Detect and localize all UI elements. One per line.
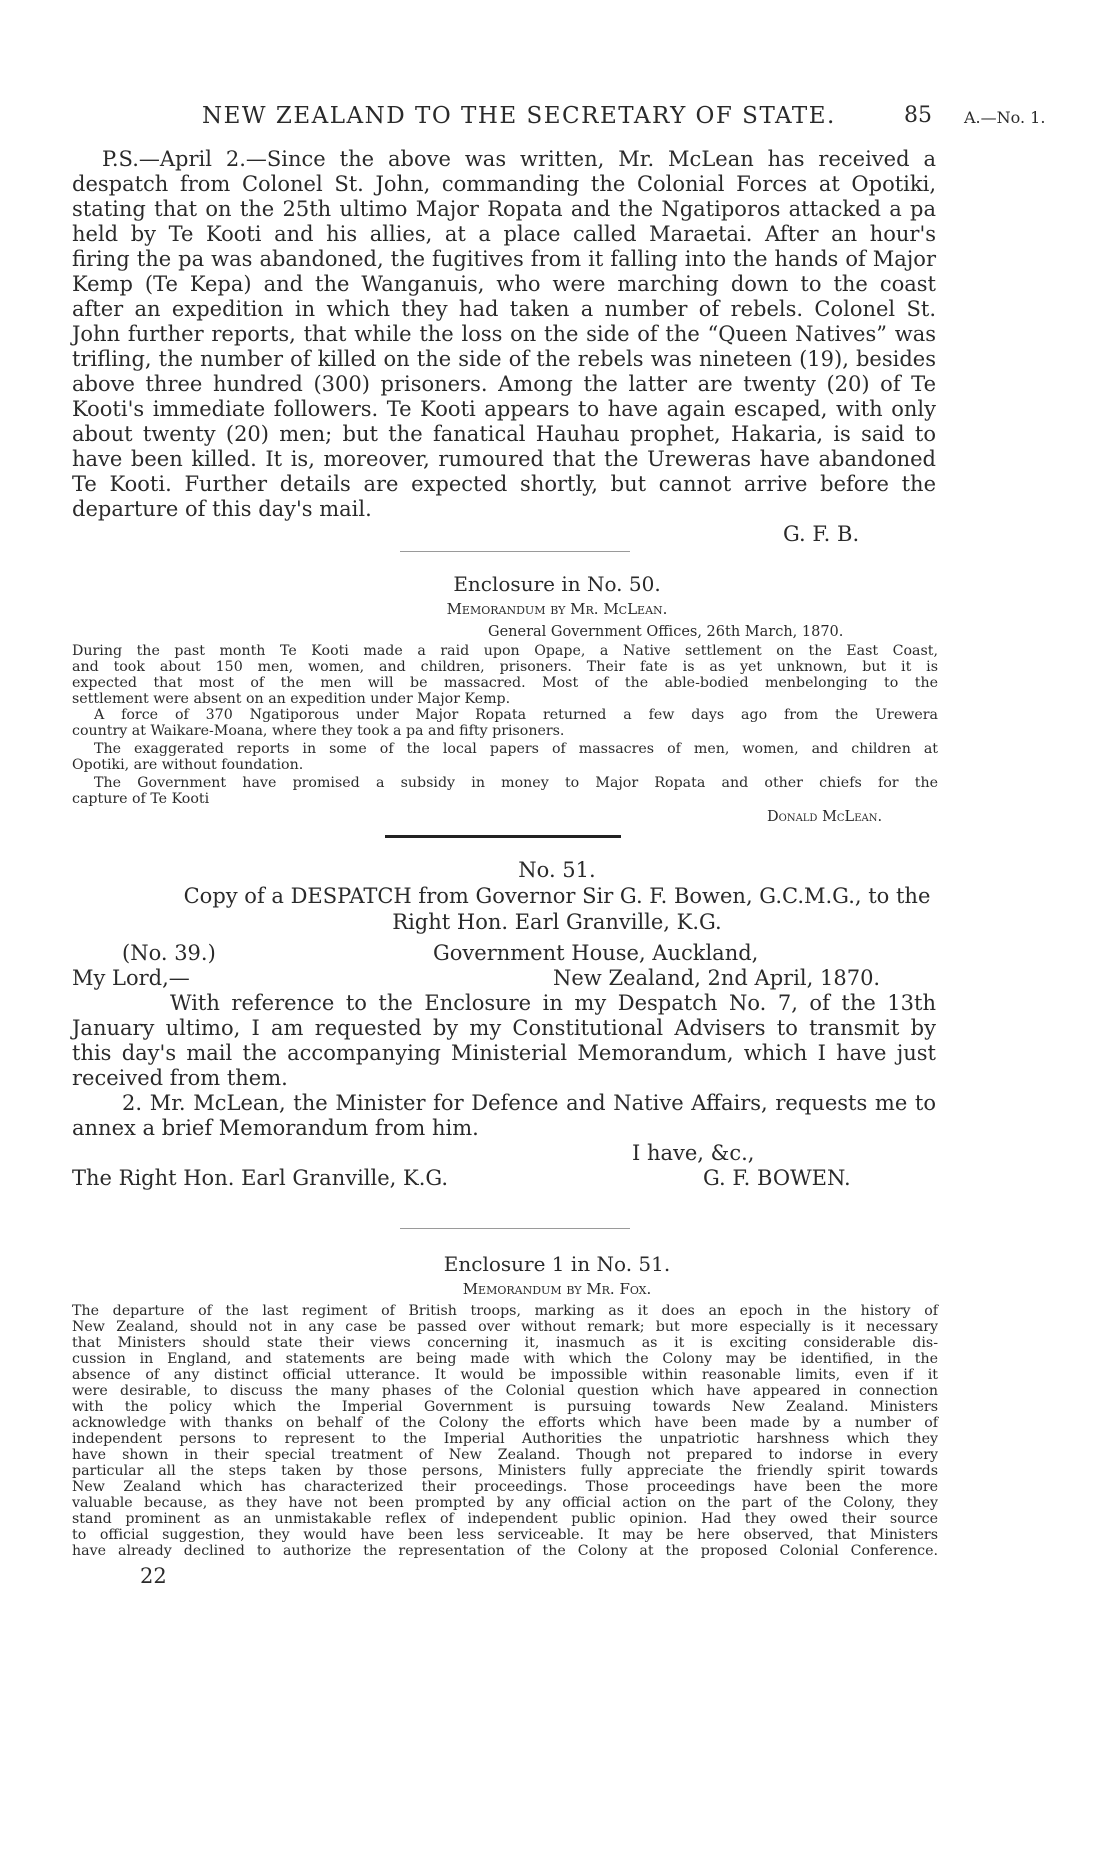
memo-line: valuable because, as they have not been prompted by any official action on the part of the Colony, they: [72, 1495, 938, 1511]
memo-line: have already declined to authorize the representation of the Colony at the proposed Colonial Conference.: [72, 1543, 938, 1559]
enclosure-51-title: Enclosure 1 in No. 51.: [443, 1252, 671, 1276]
memo-line: absence of any distinct official utterance. It would be impossible within reasonable limits, even if it: [72, 1367, 938, 1383]
memo-line: cussion in England, and statements are being made with which the Colony may be identified, in the: [72, 1351, 938, 1367]
postscript-line: trifling, the number of killed on the side of the rebels was nineteen (19), besides: [72, 347, 936, 371]
postscript-line: departure of this day's mail.: [72, 497, 372, 521]
despatch-address-line-1: Government House, Auckland,: [433, 941, 759, 965]
heavy-rule: [385, 835, 621, 838]
memo-line: The Government have promised a subsidy in money to Major Ropata and other chiefs for the: [94, 775, 938, 791]
postscript-line: above three hundred (300) prisoners. Among the latter are twenty (20) of Te: [72, 372, 936, 396]
despatch-closing: I have, &c.,: [632, 1141, 755, 1165]
postscript-line: Te Kooti. Further details are expected shortly, but cannot arrive before the: [72, 472, 936, 496]
despatch-address-line-2: New Zealand, 2nd April, 1870.: [553, 966, 881, 990]
despatch-number: No. 51.: [518, 858, 596, 882]
memo-line: The departure of the last regiment of British troops, marking as it does an epoch in the history of: [72, 1303, 938, 1319]
despatch-signature: G. F. BOWEN.: [703, 1166, 851, 1190]
memo-line: New Zealand, should not in any case be passed over without remark; but more especially is it necessary: [72, 1319, 938, 1335]
postscript-line: about twenty (20) men; but the fanatical Hauhau prophet, Hakaria, is said to: [72, 422, 936, 446]
memo-line: were desirable, to discuss the many phases of the Colonial question which have appeared in connection: [72, 1383, 938, 1399]
memo-line: that Ministers should state their views concerning it, inasmuch as it is exciting considerable dis-: [72, 1335, 938, 1351]
memo-line: capture of Te Kooti: [72, 791, 210, 807]
memo-line: The exaggerated reports in some of the local papers of massacres of men, women, and children at: [94, 741, 938, 757]
despatch-title-line-1: Copy of a DESPATCH from Governor Sir G. F. Bowen, G.C.M.G., to the: [183, 884, 931, 908]
postscript-line: Kooti's immediate followers. Te Kooti appears to have again escaped, with only: [72, 397, 936, 421]
despatch-reference-number: (No. 39.): [122, 941, 216, 965]
memo-line: acknowledge with thanks on behalf of the Colony the efforts which have been made by a number of: [72, 1415, 938, 1431]
enclosure-50-dateline: General Government Offices, 26th March, 1870.: [488, 624, 844, 640]
despatch-salutation: My Lord,—: [72, 966, 190, 990]
memo-line: country at Waikare-Moana, where they took a pa and fifty prisoners.: [72, 723, 565, 739]
postscript-line: John further reports, that while the loss on the side of the “Queen Natives” was: [72, 322, 936, 346]
memo-line: During the past month Te Kooti made a raid upon Opape, a Native settlement on the East Coast,: [72, 643, 938, 659]
despatch-line: this day's mail the accompanying Ministerial Memorandum, which I have just: [72, 1041, 936, 1065]
postscript-line: stating that on the 25th ultimo Major Ropata and the Ngatiporos attacked a pa: [72, 197, 936, 221]
memo-line: and took about 150 men, women, and children, prisoners. Their fate is as yet unknown, but it is: [72, 659, 938, 675]
despatch-addressee: The Right Hon. Earl Granville, K.G.: [72, 1166, 449, 1190]
despatch-line: received from them.: [72, 1066, 288, 1090]
page-number: 85: [904, 103, 932, 128]
postscript-line: firing the pa was abandoned, the fugitives from it falling into the hands of Major: [72, 247, 936, 271]
postscript-line: Kemp (Te Kepa) and the Wanganuis, who were marching down to the coast: [72, 272, 936, 296]
enclosure-51-subtitle: Memorandum by Mr. Fox.: [462, 1280, 652, 1298]
enclosure-50-subtitle: Memorandum by Mr. McLean.: [446, 600, 668, 618]
despatch-line: 2. Mr. McLean, the Minister for Defence and Native Affairs, requests me to: [122, 1091, 936, 1115]
running-header-title: NEW ZEALAND TO THE SECRETARY OF STATE.: [202, 103, 836, 129]
memo-line: with the policy which the Imperial Government is pursuing towards New Zealand. Ministers: [72, 1399, 938, 1415]
section-divider: [400, 551, 630, 552]
section-divider: [400, 1228, 630, 1229]
enclosure-50-title: Enclosure in No. 50.: [453, 572, 661, 596]
memo-line: New Zealand which has characterized their proceedings. Those proceedings have been the more: [72, 1479, 938, 1495]
memo-line: expected that most of the men will be massacred. Most of the able-bodied menbelonging to the: [72, 675, 938, 691]
memo-line: stand prominent as an unmistakable reflex of independent public opinion. Had they owed their source: [72, 1511, 938, 1527]
despatch-title-line-2: Right Hon. Earl Granville, K.G.: [392, 910, 722, 934]
memo-line: Opotiki, are without foundation.: [72, 757, 304, 773]
postscript-signature: G. F. B.: [783, 522, 860, 546]
despatch-line: With reference to the Enclosure in my Despatch No. 7, of the 13th: [170, 991, 936, 1015]
memo-line: settlement were absent on an expedition under Major Kemp.: [72, 691, 511, 707]
signature-mark: 22: [140, 1564, 167, 1588]
memo-line: particular all the steps taken by those persons, Ministers fully appreciate the friendly spirit towards: [72, 1463, 938, 1479]
enclosure-50-signature: Donald McLean.: [767, 809, 883, 825]
postscript-line: despatch from Colonel St. John, commanding the Colonial Forces at Opotiki,: [72, 172, 936, 196]
document-reference: A.—No. 1.: [964, 108, 1046, 127]
memo-line: have shown in their special treatment of New Zealand. Though not prepared to indorse in every: [72, 1447, 938, 1463]
despatch-line: annex a brief Memorandum from him.: [72, 1116, 479, 1140]
memo-line: A force of 370 Ngatiporous under Major Ropata returned a few days ago from the Urewera: [94, 707, 938, 723]
postscript-line: after an expedition in which they had taken a number of rebels. Colonel St.: [72, 297, 936, 321]
memo-line: independent persons to represent to the Imperial Authorities the unpatriotic harshness which they: [72, 1431, 938, 1447]
postscript-line: P.S.—April 2.—Since the above was written, Mr. McLean has received a: [102, 147, 936, 171]
postscript-line: have been killed. It is, moreover, rumoured that the Ureweras have abandoned: [72, 447, 936, 471]
despatch-line: January ultimo, I am requested by my Constitutional Advisers to transmit by: [72, 1016, 936, 1040]
postscript-line: held by Te Kooti and his allies, at a place called Maraetai. After an hour's: [72, 222, 936, 246]
memo-line: to official suggestion, they would have been less serviceable. It may be here observed, that Ministers: [72, 1527, 938, 1543]
